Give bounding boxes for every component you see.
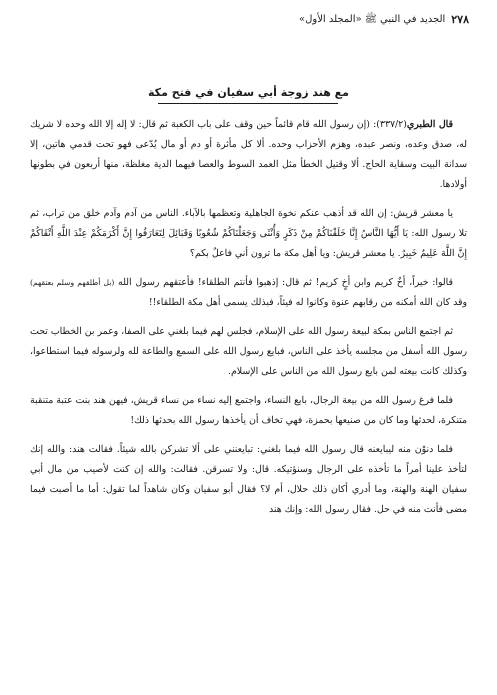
paragraph-3 [30,273,467,313]
section-heading: مع هند زوجة أبي سفيان في فتح مكة [148,86,349,99]
paragraph-line: ثم اجتمع الناس بمكة لبيعة رسول الله على الإسلام، فجلس لهم فيما بلغني على الصفا، وعمر بن الخطاب تحت رسول الله أسفل من مجلسه يأخذ على الناس، فبايع رسول الله على السمع والطاعة لله ولرسوله فيما استطاعوا، وكذلك كانت بيعته لمن بايع رسول الله من الناس على الإسلام. [30,326,467,377]
book-title: الجديد في النبي ﷺ «المجلد الأول» [298,14,446,25]
paragraph-text: قالوا: خيراً، أخٌ كريم وابن أخٍ كريم! ثم قال: إذهبوا فأنتم الطلقاء! فأعتقهم رسول الله [114,277,454,288]
paragraph-line: فلما فرغ رسول الله من بيعة الرجال، بايع النساء، واجتمع إليه نساء من نساء قريش، فيهن هند بنت عتبة متنقبة متنكرة، لحدثها وما كان من صنيعها بحمزة، فهي تخاف أن يأخذها رسول الله بحدثها ذلك! [30,395,467,426]
paragraph-line [30,273,467,313]
paragraph-text: وقد كان الله أمكنه من رقابهم عنوة وكانوا له فيئاً، فبذلك يسمى أهل مكة الطلقاء!! [148,297,467,308]
source-citation: قال الطبري [406,119,453,130]
paragraph-4 [30,322,467,382]
heading-underline [158,103,338,104]
paragraph-6 [30,440,467,520]
paragraph-text: (٣٣٧/٢): (إن رسول الله قام قائماً حين وقف على باب الكعبة ثم قال: لا إله إلا الله وحده لا شريك له، صدق وعده، ونصر عبده، وهزم الأحزاب وحده. ألا كل مأثرة أو دم أو مال يُدّعى فهو تحت قدمي هاتين، إلا سدانة البيت وسقاية الحاج. ألا وقتيل الخطأ مثل العمد السوط والعصا فيهما الدية مغلظة، منها أربعون في بطونها أولادها. [30,119,467,190]
inline-gloss: (بل أطلقهم وسلم بعتقهم) [30,278,115,287]
running-header [28,12,469,28]
paragraph-1 [30,115,467,195]
paragraph-2 [30,204,467,264]
paragraph-line: يا معشر قريش: إن الله قد أذهب عنكم نخوة الجاهلية وتعظمها بالآباء. الناس من آدم وآدم خلق من تراب، ثم تلا رسول الله: يَا أَيُّهَا النَّاسُ إِنَّا خَلَقْنَاكُمْ مِنْ ذَكَرٍ وَأُنْثَى وَجَعَلْنَاكُمْ شُعُوبًا وَقَبَائِلَ لِتَعَارَفُوا إِنَّ أَكْرَمَكُمْ عِنْدَ اللَّهِ أَتْقَاكُمْ إِنَّ اللَّهَ عَلِيمٌ خَبِيرٌ. يا معشر قريش: ويا أهل مكة ما ترون أني فاعلٌ بكم؟ [30,208,468,259]
page-number: ٢٧٨ [451,13,469,26]
paragraph-5 [30,391,467,431]
body-text [30,115,467,529]
paragraph-line: فلما دنوْن منه ليبايعنه قال رسول الله فيما بلغني: تبايعنني على ألا تشركن بالله شيئاً. فقالت هند: والله إنك لتأخذ علينا أمراً ما تأخذه على الرجال وسنؤتيكه. قال: ولا تسرقن. فقالت: والله إن كنت لأصيب من مال أبي سفيان الهنة والهنة، وما أدري أكان ذلك حلال، أم لا؟ فقال أبو سفيان وكان شاهداً لما تقول: أما ما أصبت فيما مضى فأنت منه في حل. فقال رسول الله: وإنك هند [30,444,467,515]
paragraph-line [30,115,467,195]
